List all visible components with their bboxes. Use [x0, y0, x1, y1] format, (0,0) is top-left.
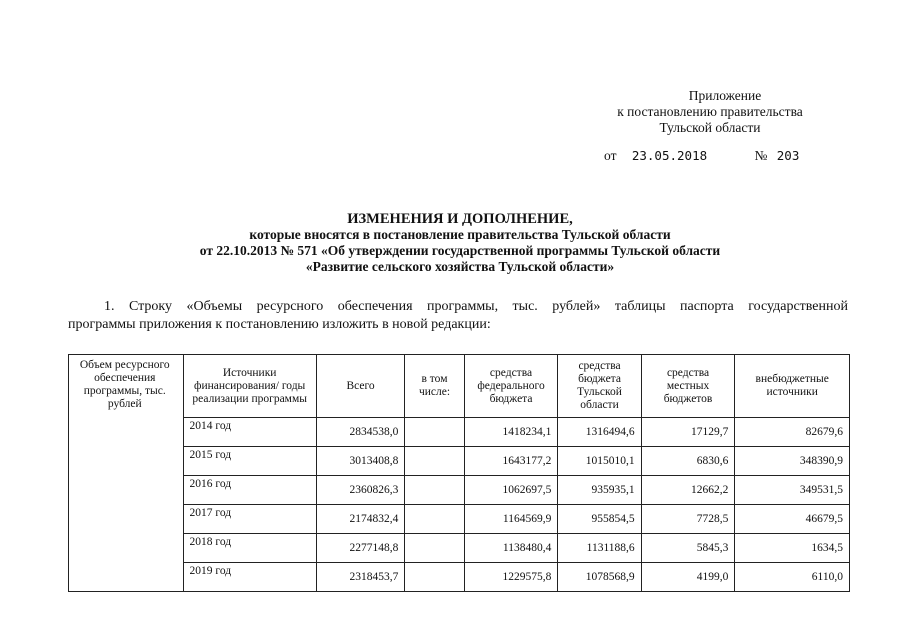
appendix-block [560, 88, 860, 136]
extrabudgetary-cell: 6110,0 [735, 563, 850, 592]
local-cell: 5845,3 [641, 534, 735, 563]
extrabudgetary-cell: 349531,5 [735, 476, 850, 505]
total-cell: 2174832,4 [316, 505, 405, 534]
header-including: в том числе: [405, 355, 464, 418]
table-row [69, 476, 850, 505]
title-line-2: которые вносятся в постановление правительства Тульской области [249, 227, 671, 242]
header-local: средства местных бюджетов [641, 355, 735, 418]
including-cell [405, 505, 464, 534]
local-cell: 17129,7 [641, 418, 735, 447]
including-cell [405, 418, 464, 447]
table-header-row [69, 355, 850, 418]
regional-cell: 1015010,1 [558, 447, 641, 476]
total-cell: 2277148,8 [316, 534, 405, 563]
table-row [69, 418, 850, 447]
date-prefix: от [604, 148, 617, 163]
local-cell: 12662,2 [641, 476, 735, 505]
federal-cell: 1643177,2 [464, 447, 558, 476]
regional-cell: 1316494,6 [558, 418, 641, 447]
federal-cell: 1062697,5 [464, 476, 558, 505]
total-cell: 3013408,8 [316, 447, 405, 476]
table-row [69, 505, 850, 534]
year-cell: 2018 год [183, 534, 316, 563]
decree-date-line [604, 148, 799, 164]
local-cell: 6830,6 [641, 447, 735, 476]
regional-cell: 955854,5 [558, 505, 641, 534]
federal-cell: 1138480,4 [464, 534, 558, 563]
extrabudgetary-cell: 46679,5 [735, 505, 850, 534]
header-sources: Источники финансирования/ годы реализации программы [183, 355, 316, 418]
local-cell: 4199,0 [641, 563, 735, 592]
paragraph-line-1: 1. Строку «Объемы ресурсного обеспечения программы, тыс. рублей» таблицы паспорта государственной [104, 299, 848, 314]
total-cell: 2318453,7 [316, 563, 405, 592]
decree-number: 203 [776, 148, 800, 163]
year-cell: 2019 год [183, 563, 316, 592]
local-cell: 7728,5 [641, 505, 735, 534]
year-cell: 2016 год [183, 476, 316, 505]
header-regional: средства бюджета Тульской области [558, 355, 641, 418]
total-cell: 2360826,3 [316, 476, 405, 505]
appendix-line-3: Тульской области [659, 120, 761, 135]
amendment-paragraph [68, 298, 848, 334]
document-title [60, 211, 860, 275]
federal-cell: 1164569,9 [464, 505, 558, 534]
regional-cell: 1131188,6 [558, 534, 641, 563]
table-row [69, 534, 850, 563]
year-cell: 2015 год [183, 447, 316, 476]
federal-cell: 1418234,1 [464, 418, 558, 447]
appendix-title: Приложение [688, 88, 762, 103]
total-cell: 2834538,0 [316, 418, 405, 447]
title-line-3: от 22.10.2013 № 571 «Об утверждении государственной программы Тульской области [199, 243, 721, 258]
header-extrabudgetary: внебюджетные источники [735, 355, 850, 418]
extrabudgetary-cell: 348390,9 [735, 447, 850, 476]
header-federal: средства федерального бюджета [464, 355, 558, 418]
decree-date: 23.05.2018 [631, 148, 708, 163]
resource-volume-label: Объем ресурсного обеспечения программы, тыс. рублей [69, 355, 184, 592]
title-line-4: «Развитие сельского хозяйства Тульской области» [305, 259, 615, 274]
including-cell [405, 563, 464, 592]
including-cell [405, 534, 464, 563]
paragraph-line-2: программы приложения к постановлению изложить в новой редакции: [68, 317, 491, 332]
regional-cell: 935935,1 [558, 476, 641, 505]
appendix-line-2: к постановлению правительства [617, 104, 803, 119]
number-label: № [754, 148, 768, 163]
federal-cell: 1229575,8 [464, 563, 558, 592]
extrabudgetary-cell: 82679,6 [735, 418, 850, 447]
including-cell [405, 476, 464, 505]
title-line-1: ИЗМЕНЕНИЯ И ДОПОЛНЕНИЕ, [347, 211, 573, 227]
including-cell [405, 447, 464, 476]
year-cell: 2014 год [183, 418, 316, 447]
table-row [69, 563, 850, 592]
regional-cell: 1078568,9 [558, 563, 641, 592]
header-total: Всего [316, 355, 405, 418]
year-cell: 2017 год [183, 505, 316, 534]
table-row [69, 447, 850, 476]
extrabudgetary-cell: 1634,5 [735, 534, 850, 563]
funding-table [68, 354, 850, 592]
